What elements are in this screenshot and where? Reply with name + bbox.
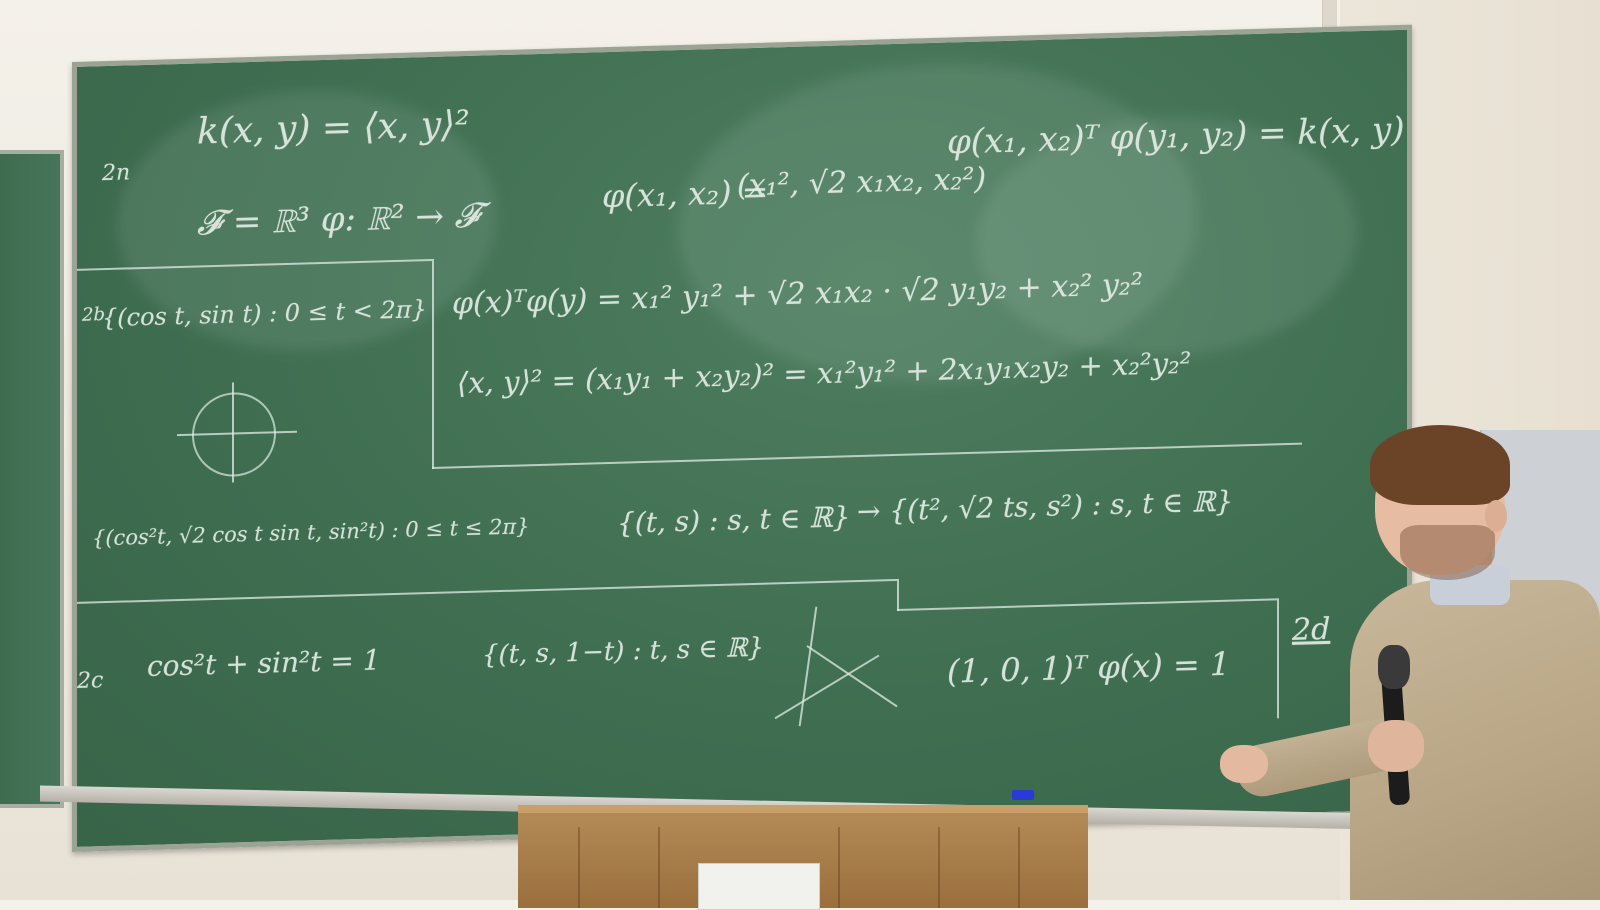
plane-set: {(t, s) : s, t ∈ ℝ} <box>617 500 851 540</box>
sketch-axis <box>232 382 234 482</box>
left-blackboard <box>0 150 64 808</box>
lecturer-beard <box>1400 525 1495 580</box>
constraint-equation: (1, 0, 1)ᵀ φ(x) = 1 <box>947 644 1231 691</box>
wood-grain <box>838 827 840 908</box>
line-set: {(t, s, 1−t) : t, s ∈ ℝ} <box>482 632 764 671</box>
inner-product-expansion: φ(x)ᵀφ(y) = x₁² y₁² + √2 x₁x₂ · √2 y₁y₂ + x₂² y₂² <box>452 267 1143 322</box>
microphone-head <box>1378 645 1410 689</box>
trig-identity: cos²t + sin²t = 1 <box>147 643 381 683</box>
wood-grain <box>658 827 660 908</box>
label-2c: 2c <box>77 668 104 694</box>
lecturer-mic-hand <box>1368 720 1424 772</box>
lectern-sign <box>698 863 820 910</box>
blue-marker <box>1012 790 1034 800</box>
chalk-divider <box>432 259 434 469</box>
chalk-divider <box>77 579 897 604</box>
chalk-divider <box>432 443 1302 469</box>
phi-definition-lhs: φ(x₁, x₂) = <box>602 172 769 216</box>
kernel-identity: φ(x₁, x₂)ᵀ φ(y₁, y₂) = k(x, y) <box>947 109 1405 163</box>
axes-sketch <box>799 607 818 727</box>
kernel-definition: k(x, y) = ⟨x, y⟩² <box>197 103 470 153</box>
label-2b: 2b <box>82 304 105 326</box>
axes-sketch <box>775 655 880 720</box>
axes-sketch <box>806 645 897 707</box>
plane-mapped: → {(t², √2 ts, s²) : s, t ∈ ℝ} <box>857 484 1234 529</box>
lectern <box>518 805 1088 908</box>
lecturer-ear <box>1485 500 1507 532</box>
circle-set: {(cos t, sin t) : 0 ≤ t < 2π} <box>102 295 427 333</box>
square-expansion: ⟨x, y⟩² = (x₁y₁ + x₂y₂)² = x₁²y₁² + 2x₁y₁x₂y₂ + x₂²y₂² <box>457 345 1192 401</box>
lecturer-hair <box>1370 425 1510 505</box>
feature-space: 𝓕 = ℝ³ φ: ℝ² → 𝓕 <box>197 195 480 244</box>
label-2n: 2n <box>102 160 131 187</box>
chalk-divider <box>897 598 1277 611</box>
wood-grain <box>578 827 580 908</box>
wood-grain <box>1018 827 1020 908</box>
lecturer-hand <box>1220 745 1268 783</box>
chalk-divider <box>1277 598 1279 718</box>
wood-grain <box>938 827 940 908</box>
mapped-set: {(cos²t, √2 cos t sin t, sin²t) : 0 ≤ t ≤ 2π} <box>92 514 530 551</box>
lecturer <box>1290 430 1600 900</box>
chalk-divider <box>897 579 899 611</box>
label-2d: 2d <box>1292 611 1331 648</box>
blackboard <box>72 25 1412 852</box>
phi-definition-rhs: (x₁², √2 x₁x₂, x₂²) <box>737 161 987 204</box>
